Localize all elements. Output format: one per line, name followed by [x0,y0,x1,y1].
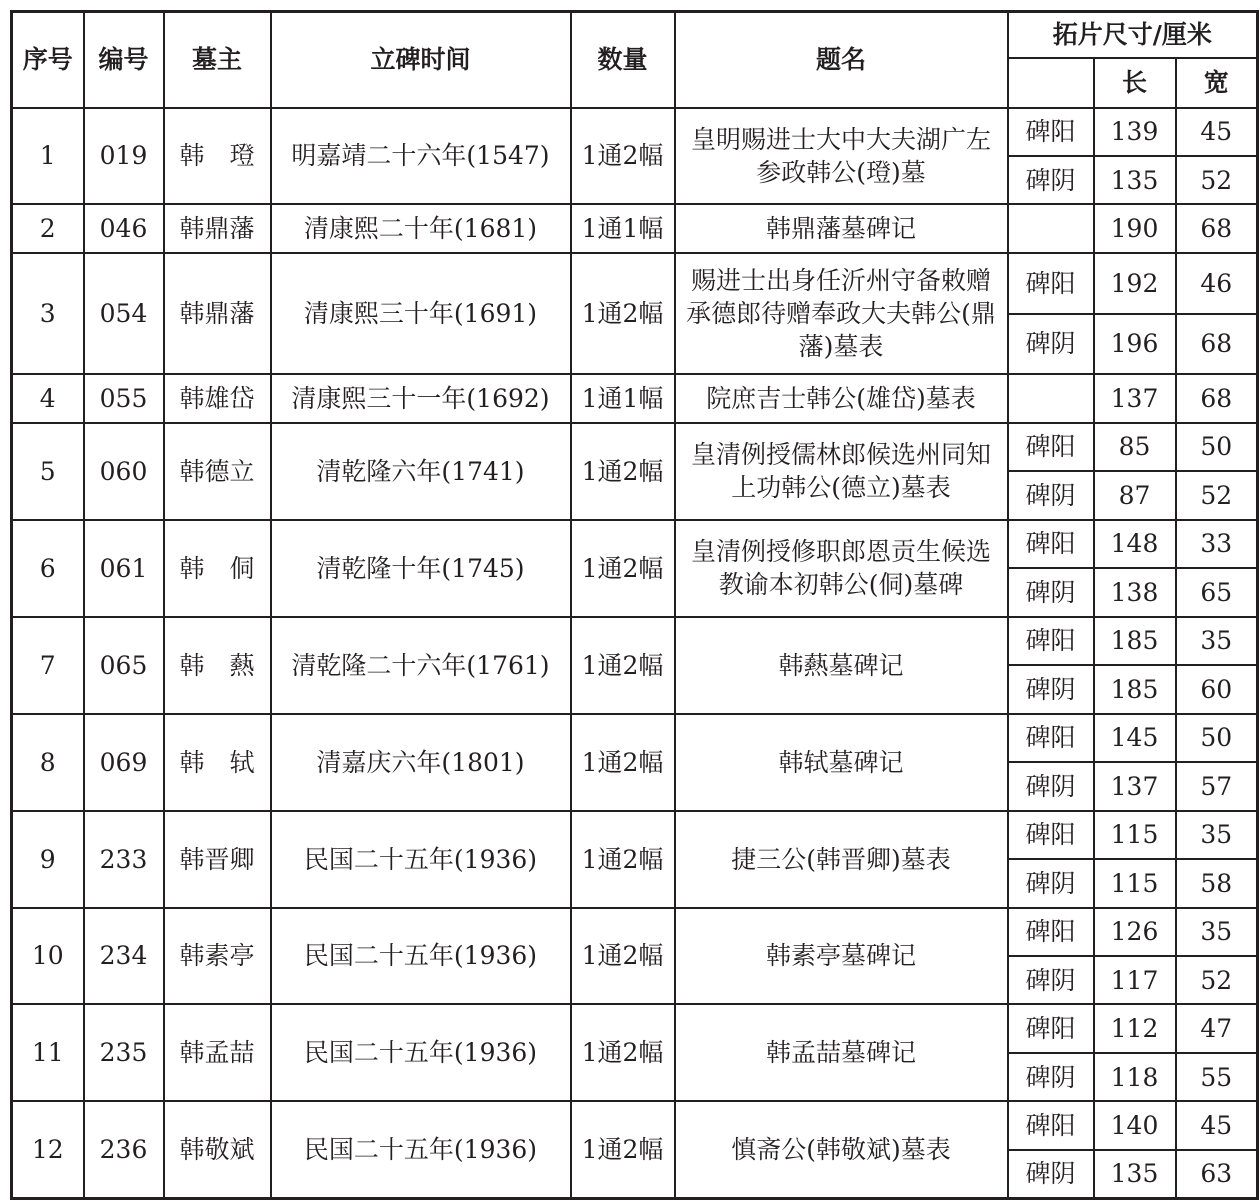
cell-time: 民国二十五年(1936) [271,811,571,908]
cell-length: 138 [1094,568,1176,616]
cell-side: 碑阳 [1008,423,1094,471]
header-seq: 序号 [12,12,84,108]
cell-side [1008,374,1094,422]
cell-time: 民国二十五年(1936) [271,1004,571,1101]
cell-owner: 韩素亭 [164,908,271,1005]
cell-seq: 4 [12,374,84,422]
cell-length: 135 [1094,156,1176,204]
cell-side: 碑阴 [1008,156,1094,204]
cell-title: 院庶吉士韩公(雄岱)墓表 [675,374,1008,422]
cell-time: 清乾隆二十六年(1761) [271,617,571,714]
cell-seq: 2 [12,204,84,252]
table-row [12,253,1258,314]
cell-seq: 5 [12,423,84,520]
cell-width: 33 [1176,520,1258,568]
cell-owner: 韩鼎藩 [164,253,271,374]
cell-side: 碑阳 [1008,811,1094,859]
cell-length: 115 [1094,859,1176,907]
cell-side: 碑阴 [1008,665,1094,713]
header-width: 宽 [1176,58,1258,108]
table-row [12,374,1258,422]
cell-time: 清康熙三十年(1691) [271,253,571,374]
cell-length: 185 [1094,665,1176,713]
cell-width: 68 [1176,374,1258,422]
cell-length: 196 [1094,314,1176,375]
header-length: 长 [1094,58,1176,108]
cell-title: 捷三公(韩晋卿)墓表 [675,811,1008,908]
table-row [12,811,1258,859]
cell-owner: 韩敬斌 [164,1101,271,1198]
cell-quantity: 1通2幅 [571,1101,675,1198]
cell-seq: 7 [12,617,84,714]
cell-length: 126 [1094,908,1176,956]
cell-owner: 韩孟喆 [164,1004,271,1101]
cell-time: 明嘉靖二十六年(1547) [271,108,571,205]
cell-side: 碑阴 [1008,1053,1094,1101]
cell-code: 233 [84,811,164,908]
cell-length: 148 [1094,520,1176,568]
cell-title: 皇明赐进士大中大夫湖广左参政韩公(璒)墓 [675,108,1008,205]
table-row [12,1004,1258,1052]
table-row [12,108,1258,156]
cell-title: 韩鼎藩墓碑记 [675,204,1008,252]
cell-seq: 8 [12,714,84,811]
cell-width: 50 [1176,423,1258,471]
cell-quantity: 1通2幅 [571,617,675,714]
cell-seq: 9 [12,811,84,908]
cell-width: 52 [1176,156,1258,204]
cell-side: 碑阳 [1008,908,1094,956]
cell-title: 皇清例授儒林郎候选州同知上功韩公(德立)墓表 [675,423,1008,520]
cell-width: 47 [1176,1004,1258,1052]
cell-quantity: 1通2幅 [571,108,675,205]
table-row [12,714,1258,762]
cell-length: 115 [1094,811,1176,859]
cell-quantity: 1通2幅 [571,1004,675,1101]
cell-title: 韩轼墓碑记 [675,714,1008,811]
cell-side: 碑阳 [1008,617,1094,665]
cell-side: 碑阴 [1008,859,1094,907]
cell-width: 52 [1176,471,1258,519]
cell-width: 50 [1176,714,1258,762]
cell-side: 碑阳 [1008,108,1094,156]
cell-owner: 韩鼎藩 [164,204,271,252]
cell-code: 060 [84,423,164,520]
cell-owner: 韩 璒 [164,108,271,205]
cell-seq: 1 [12,108,84,205]
cell-owner: 韩 轼 [164,714,271,811]
cell-time: 民国二十五年(1936) [271,1101,571,1198]
cell-quantity: 1通2幅 [571,253,675,374]
cell-side: 碑阴 [1008,762,1094,810]
cell-quantity: 1通2幅 [571,908,675,1005]
cell-length: 137 [1094,762,1176,810]
cell-quantity: 1通1幅 [571,204,675,252]
cell-width: 65 [1176,568,1258,616]
cell-width: 63 [1176,1150,1258,1199]
cell-quantity: 1通2幅 [571,811,675,908]
cell-length: 85 [1094,423,1176,471]
cell-time: 清嘉庆六年(1801) [271,714,571,811]
cell-length: 192 [1094,253,1176,314]
cell-width: 60 [1176,665,1258,713]
cell-width: 35 [1176,811,1258,859]
cell-owner: 韩晋卿 [164,811,271,908]
table-row [12,617,1258,665]
cell-code: 061 [84,520,164,617]
cell-quantity: 1通2幅 [571,714,675,811]
cell-seq: 12 [12,1101,84,1198]
cell-side: 碑阴 [1008,471,1094,519]
cell-side: 碑阳 [1008,520,1094,568]
cell-code: 235 [84,1004,164,1101]
header-owner: 墓主 [164,12,271,108]
cell-side: 碑阳 [1008,1004,1094,1052]
header-code: 编号 [84,12,164,108]
cell-side: 碑阴 [1008,1150,1094,1199]
cell-quantity: 1通2幅 [571,423,675,520]
table-row [12,520,1258,568]
cell-seq: 11 [12,1004,84,1101]
cell-side: 碑阴 [1008,956,1094,1004]
cell-width: 45 [1176,108,1258,156]
cell-code: 054 [84,253,164,374]
cell-width: 58 [1176,859,1258,907]
header-quantity: 数量 [571,12,675,108]
cell-owner: 韩 爇 [164,617,271,714]
cell-code: 236 [84,1101,164,1198]
cell-side: 碑阴 [1008,568,1094,616]
cell-length: 87 [1094,471,1176,519]
cell-code: 065 [84,617,164,714]
cell-width: 55 [1176,1053,1258,1101]
cell-width: 68 [1176,314,1258,375]
table-body [12,108,1258,1199]
cell-length: 117 [1094,956,1176,1004]
cell-width: 46 [1176,253,1258,314]
cell-owner: 韩德立 [164,423,271,520]
cell-time: 民国二十五年(1936) [271,908,571,1005]
cell-side: 碑阳 [1008,1101,1094,1149]
cell-time: 清乾隆六年(1741) [271,423,571,520]
cell-quantity: 1通1幅 [571,374,675,422]
cell-side: 碑阳 [1008,253,1094,314]
cell-title: 赐进士出身任沂州守备敕赠承德郎待赠奉政大夫韩公(鼎藩)墓表 [675,253,1008,374]
cell-length: 190 [1094,204,1176,252]
cell-code: 055 [84,374,164,422]
cell-width: 52 [1176,956,1258,1004]
cell-length: 112 [1094,1004,1176,1052]
cell-length: 139 [1094,108,1176,156]
cell-seq: 6 [12,520,84,617]
cell-seq: 10 [12,908,84,1005]
cell-side: 碑阴 [1008,314,1094,375]
cell-code: 234 [84,908,164,1005]
table-row [12,423,1258,471]
cell-title: 皇清例授修职郎恩贡生候选教谕本初韩公(侗)墓碑 [675,520,1008,617]
cell-title: 韩孟喆墓碑记 [675,1004,1008,1101]
table-row [12,908,1258,956]
cell-length: 118 [1094,1053,1176,1101]
cell-time: 清康熙二十年(1681) [271,204,571,252]
cell-length: 135 [1094,1150,1176,1199]
cell-width: 57 [1176,762,1258,810]
cell-title: 慎斋公(韩敬斌)墓表 [675,1101,1008,1198]
cell-code: 019 [84,108,164,205]
header-title: 题名 [675,12,1008,108]
cell-width: 35 [1176,908,1258,956]
cell-width: 35 [1176,617,1258,665]
cell-width: 45 [1176,1101,1258,1149]
cell-owner: 韩雄岱 [164,374,271,422]
cell-time: 清乾隆十年(1745) [271,520,571,617]
cell-code: 046 [84,204,164,252]
cell-title: 韩素亭墓碑记 [675,908,1008,1005]
header-side-blank [1008,58,1094,108]
cell-seq: 3 [12,253,84,374]
cell-length: 145 [1094,714,1176,762]
cell-time: 清康熙三十一年(1692) [271,374,571,422]
header-time: 立碑时间 [271,12,571,108]
rubbings-table [10,10,1259,1200]
cell-length: 137 [1094,374,1176,422]
cell-width: 68 [1176,204,1258,252]
cell-length: 140 [1094,1101,1176,1149]
cell-length: 185 [1094,617,1176,665]
cell-title: 韩爇墓碑记 [675,617,1008,714]
cell-side [1008,204,1094,252]
table-row [12,204,1258,252]
cell-side: 碑阳 [1008,714,1094,762]
table-row [12,1101,1258,1149]
cell-owner: 韩 侗 [164,520,271,617]
cell-quantity: 1通2幅 [571,520,675,617]
header-rubbing-size: 拓片尺寸/厘米 [1008,12,1258,58]
cell-code: 069 [84,714,164,811]
